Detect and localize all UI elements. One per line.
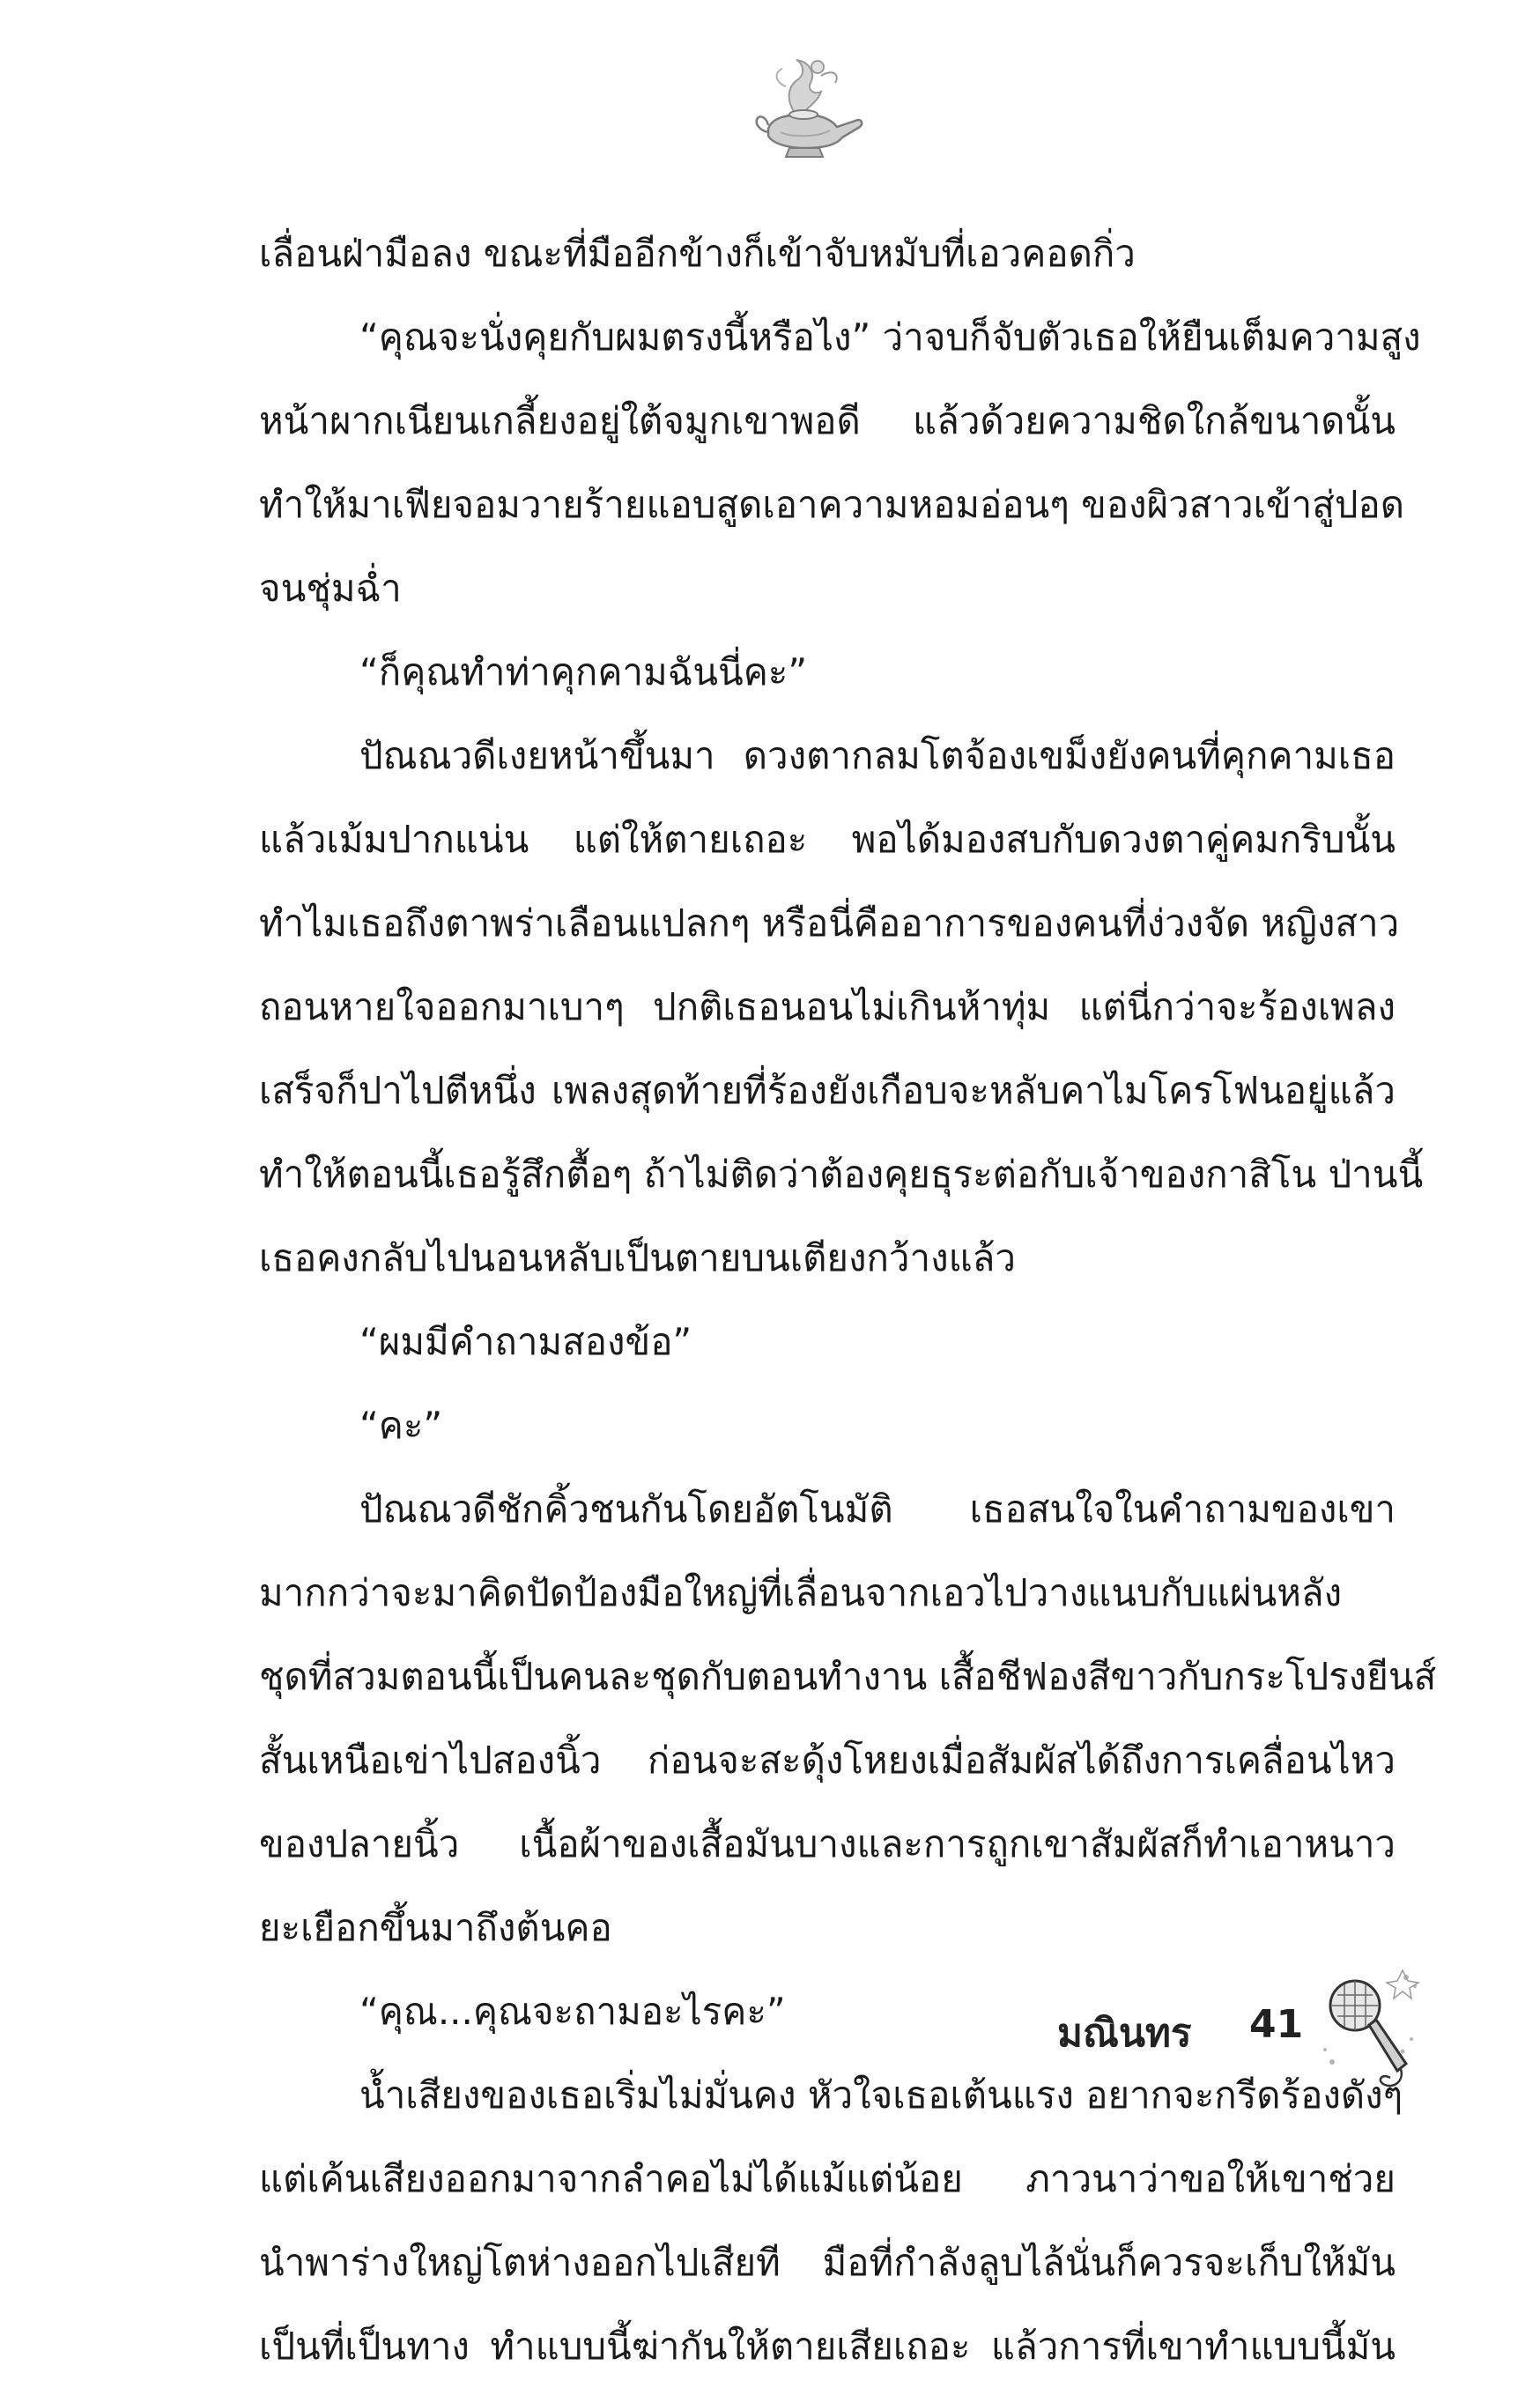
paragraph-line: “ผมมีคำถามสองข้อ”	[359, 1320, 692, 1363]
paragraph-line: เลื่อนฝ่ามือลง ขณะที่มืออีกข้างก็เข้าจับหมับที่เอวคอดกิ่ว	[259, 232, 1136, 275]
genie-lamp-icon	[733, 51, 874, 166]
paragraph-line: สั้นเหนือเข่าไปสองนิ้ว ก่อนจะสะดุ้งโหยงเมื่อสัมผัสได้ถึงการเคลื่อนไหว	[259, 1739, 1396, 1782]
paragraph-line: ถอนหายใจออกมาเบาๆ ปกติเธอนอนไม่เกินห้าทุ่ม แต่นี่กว่าจะร้องเพลง	[259, 985, 1396, 1028]
paragraph-line: มากกว่าจะมาคิดปัดป้องมือใหญ่ที่เลื่อนจากเอวไปวางแนบกับแผ่นหลัง	[259, 1571, 1343, 1614]
paragraph-line: เสร็จก็ปาไปตีหนึ่ง เพลงสุดท้ายที่ร้องยังเกือบจะหลับคาไมโครโฟนอยู่แล้ว	[259, 1069, 1396, 1112]
paragraph-line: เธอคงกลับไปนอนหลับเป็นตายบนเตียงกว้างแล้ว	[259, 1236, 1016, 1279]
paragraph-line: ปัณณวดีชักคิ้วชนกันโดยอัตโนมัติ เธอสนใจในคำถามของเขา	[359, 1487, 1396, 1531]
paragraph-line: แต่เค้นเสียงออกมาจากลำคอไม่ได้แม้แต่น้อย ภาวนาว่าขอให้เขาช่วย	[259, 2157, 1396, 2200]
paragraph-line: ยะเยือกขึ้นมาถึงต้นคอ	[259, 1906, 612, 1949]
paragraph-line: ของปลายนิ้ว เนื้อผ้าของเสื้อมันบางและการถูกเขาสัมผัสก็ทำเอาหนาว	[259, 1822, 1396, 1865]
footer-title: มณินทร	[1057, 2011, 1192, 2056]
paragraph-line: “ก็คุณทำท่าคุกคามฉันนี่คะ”	[359, 650, 808, 693]
paragraph-line: น้ำเสียงของเธอเริ่มไม่มั่นคง หัวใจเธอเต้นแรง อยากจะกรีดร้องดังๆ	[359, 2073, 1403, 2117]
paragraph-line: “คุณจะนั่งคุยกับผมตรงนี้หรือไง” ว่าจบก็จับตัวเธอให้ยืนเต็มความสูง	[359, 315, 1421, 359]
paragraph-line: ปัณณวดีเงยหน้าขึ้นมา ดวงตากลมโตจ้องเขม็งยังคนที่คุกคามเธอ	[359, 734, 1396, 777]
paragraph-line: หน้าผากเนียนเกลี้ยงอยู่ใต้จมูกเขาพอดี แล้วด้วยความชิดใกล้ขนาดนั้น	[259, 399, 1396, 442]
paragraph-line: ทำให้มาเฟียจอมวายร้ายแอบสูดเอาความหอมอ่อนๆ ของผิวสาวเข้าสู่ปอด	[259, 483, 1405, 526]
paragraph-line: เป็นที่เป็นทาง ทำแบบนี้ฆ่ากันให้ตายเสียเถอะ แล้วการที่เขาทำแบบนี้มัน	[259, 2325, 1396, 2368]
paragraph-line: “คะ”	[359, 1404, 443, 1447]
microphone-icon	[1314, 1965, 1429, 2097]
paragraph-line: ทำไมเธอถึงตาพร่าเลือนแปลกๆ หรือนี่คืออาการของคนที่ง่วงจัด หญิงสาว	[259, 901, 1400, 945]
paragraph-line: ทำให้ตอนนี้เธอรู้สึกตื้อๆ ถ้าไม่ติดว่าต้องคุยธุระต่อกับเจ้าของกาสิโน ป่านนี้	[259, 1153, 1424, 1196]
paragraph-line: จนชุ่มฉ่ำ	[259, 567, 402, 610]
paragraph-line: แล้วเม้มปากแน่น แต่ให้ตายเถอะ พอได้มองสบกับดวงตาคู่คมกริบนั้น	[259, 818, 1396, 861]
paragraph-line: “คุณ...คุณจะถามอะไรคะ”	[359, 1990, 786, 2033]
page-footer	[1057, 1965, 1427, 2097]
paragraph-line: นำพาร่างใหญ่โตห่างออกไปเสียที มือที่กำลังลูบไล้นั่นก็ควรจะเก็บให้มัน	[259, 2241, 1396, 2284]
page-number: 41	[1249, 2002, 1304, 2047]
paragraph-line: ชุดที่สวมตอนนี้เป็นคนละชุดกับตอนทำงาน เสื้อชีฟองสีขาวกับกระโปรงยีนส์	[259, 1655, 1437, 1698]
